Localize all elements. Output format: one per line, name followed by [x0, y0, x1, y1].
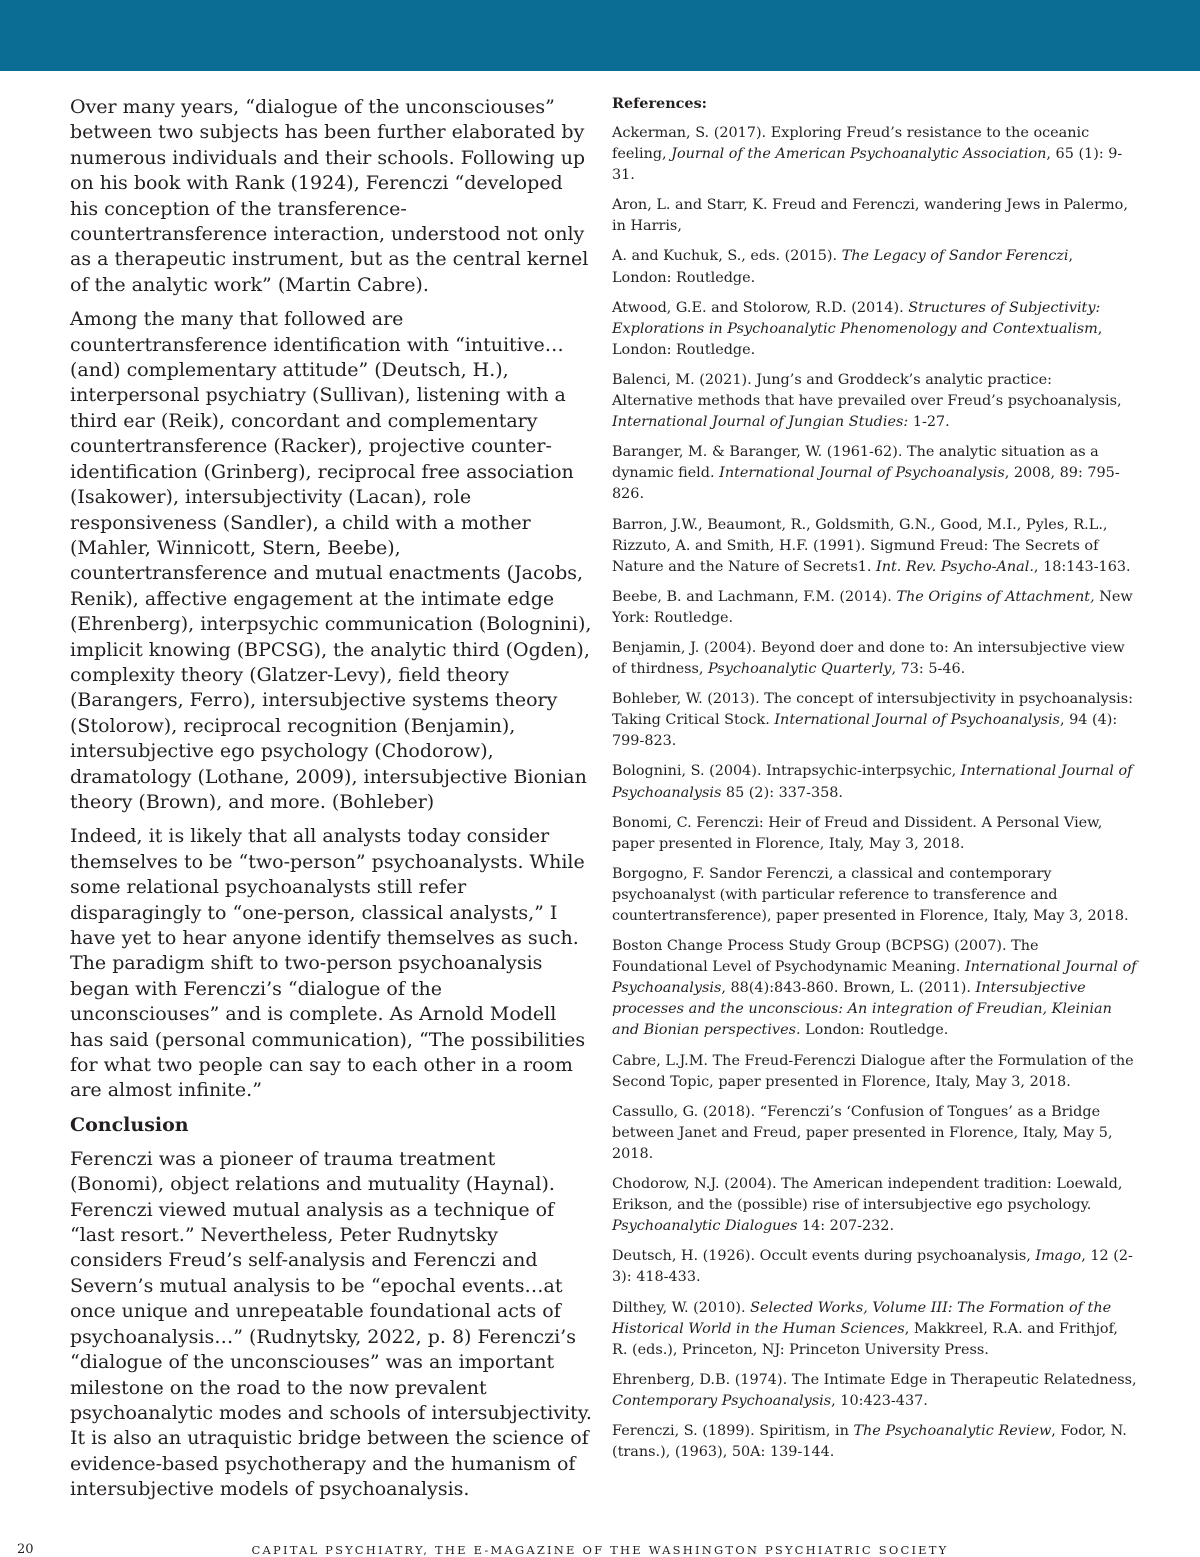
reference-entry — [612, 1421, 1137, 1463]
references-heading: References: — [612, 95, 707, 112]
body-paragraph: Indeed, it is likely that all analysts today consider themselves to be “two-person” psychoanalysts. While some relational psychoanalysts still refer disparagingly to “one-person, classical analysts,” I have yet to hear anyone identify themselves as such. The paradigm shift to two-person psychoanalysis began with Ferenczi’s “dialogue of the unconsciouses” and is complete. As Arnold Modell has said (personal communication), “The possibilities for what two people can say to each other in a room are almost infinite.” — [70, 825, 586, 1102]
reference-text: , 73: 5-46. — [891, 661, 966, 678]
references-section — [612, 94, 1137, 1472]
reference-text: Bohleber, W. (2013). The concept of intersubjectivity in psychoanalysis: Taking Critical Stock. — [612, 691, 1133, 729]
reference-text: Ackerman, S. (2017). Exploring Freud’s resistance to the oceanic feeling, — [612, 125, 1090, 163]
reference-title: Psychoanalytic Dialogues — [612, 1218, 798, 1235]
reference-entry — [612, 442, 1137, 505]
reference-entry — [612, 689, 1137, 752]
reference-text: Ehrenberg, D.B. (1974). The Intimate Edge in Therapeutic Relatedness, — [612, 1371, 1137, 1388]
reference-entry — [612, 195, 1137, 237]
reference-text: , 94 (4): 799-823. — [612, 712, 1118, 750]
reference-title: International Journal of Jungian Studies: — [612, 414, 909, 431]
reference-title: Int. Rev. Psycho-Anal. — [876, 558, 1034, 575]
reference-text: Barron, J.W., Beaumont, R., Goldsmith, G.N., Good, M.I., Pyles, R.L., Rizzuto, A. and Smith, H.F. (1991). Sigmund Freud: The Secrets of Nature and the Nature of Secrets1. — [612, 516, 1108, 575]
reference-entry — [612, 1102, 1137, 1165]
reference-text: 1-27. — [908, 414, 950, 431]
article-body — [70, 95, 595, 1512]
reference-text: Baranger, M. & Baranger, W. (1961-62). The analytic situation as a dynamic field. — [612, 444, 1099, 482]
reference-entry — [612, 1051, 1137, 1093]
reference-title: International Journal of Psychoanalysis — [612, 959, 1137, 997]
reference-entry — [612, 813, 1137, 855]
reference-entry — [612, 1246, 1137, 1288]
reference-text: Benjamin, J. (2004). Beyond doer and done to: An intersubjective view of thirdness, — [612, 639, 1125, 678]
reference-text: Chodorow, N.J. (2004). The American independent tradition: Loewald, Erikson, and the (possible) rise of intersubjective ego psychology. — [612, 1176, 1123, 1214]
reference-title: Contemporary Psychoanalysis — [612, 1392, 832, 1409]
reference-title: The Origins of Attachment, — [896, 588, 1095, 605]
reference-text: 14: 207-232. — [797, 1218, 895, 1235]
reference-title: Structures of Subjectivity: Explorations in Psychoanalytic Phenomenology and Contextualism — [612, 299, 1101, 337]
reference-text: A. and Kuchuk, S., eds. (2015). — [612, 248, 842, 265]
reference-text: Cabre, L.J.M. The Freud-Ferenczi Dialogue after the Formulation of the Second Topic, paper presented in Florence, Italy, May 3, 2018. — [612, 1052, 1134, 1090]
conclusion-heading: Conclusion — [70, 1113, 189, 1136]
reference-entry — [612, 246, 1137, 288]
reference-text: , London: Routledge. — [612, 248, 1074, 286]
reference-text: London: Routledge. — [800, 1022, 949, 1039]
reference-text: Dilthey, W. (2010). — [612, 1299, 751, 1316]
reference-entry — [612, 638, 1137, 680]
reference-text: , 18:143-163. — [1033, 558, 1131, 575]
reference-title: Selected Works, Volume III: The Formation of the Historical World in the Human Sciences — [612, 1299, 1112, 1337]
reference-entry — [612, 298, 1137, 361]
page-number: 20 — [17, 1542, 34, 1557]
reference-text: , Fodor, N. (trans.), (1963), 50A: 139-144. — [612, 1422, 1127, 1461]
reference-entry — [612, 1174, 1137, 1237]
reference-text: Boston Change Process Study Group (BCPSG) (2007). The Foundational Level of Psychodynamic Meaning. — [612, 938, 1039, 976]
reference-text: Deutsch, H. (1926). Occult events during psychoanalysis, — [612, 1248, 1036, 1265]
reference-list — [612, 123, 1137, 1463]
reference-text: Borgogno, F. Sandor Ferenczi, a classical and contemporary psychoanalyst (with particular reference to transference and countertransference), paper presented in Florence, Italy, May 3, 2018. — [612, 865, 1129, 924]
publication-footer: CAPITAL PSYCHIATRY, THE E-MAGAZINE OF THE WASHINGTON PSYCHIATRIC SOCIETY — [251, 1543, 949, 1557]
reference-title: International Journal of Psychoanalysis — [774, 712, 1060, 729]
reference-text: Bolognini, S. (2004). Intrapsychic-interpsychic, — [612, 763, 961, 780]
reference-entry — [612, 936, 1137, 1041]
reference-text: Bonomi, C. Ferenczi: Heir of Freud and Dissident. A Personal View, paper presented in Florence, Italy, May 3, 2018. — [612, 814, 1103, 852]
body-paragraph: Among the many that followed are countertransference identification with “intuitive… (and) complementary attitude” (Deutsch, H.), interpersonal psychiatry (Sullivan), listening with a third ear (Reik), concordant and complementary countertransference (Racker), projective counter-identification (Grinberg), reciprocal free association (Isakower), intersubjectivity (Lacan), role responsiveness (Sandler), a child with a mother (Mahler, Winnicott, Stern, Beebe), countertransference and mutual enactments (Jacobs, Renik), affective engagement at the intimate edge (Ehrenberg), interpsychic communication (Bolognini), implicit knowing (BPCSG), the analytic third (Ogden), complexity theory (Glatzer-Levy), field theory (Barangers, Ferro), intersubjective systems theory (Stolorow), reciprocal recognition (Benjamin), intersubjective ego psychology (Chodorow), dramatology (Lothane, 2009), intersubjective Bionian theory (Brown), and more. (Bohleber) — [70, 308, 592, 813]
reference-text: , 65 (1): 9-31. — [612, 146, 1123, 184]
reference-entry — [612, 761, 1137, 803]
reference-entry — [612, 515, 1137, 578]
reference-title: The Psychoanalytic Review — [853, 1422, 1052, 1439]
reference-title: Journal of the American Psychoanalytic Association — [671, 146, 1047, 163]
reference-entry — [612, 587, 1137, 629]
reference-text: Cassullo, G. (2018). “Ferenczi’s ‘Confusion of Tongues’ as a Bridge between Janet and Freud, paper presented in Florence, Italy, May 5, 2018. — [612, 1103, 1113, 1162]
reference-text: Balenci, M. (2021). Jung’s and Groddeck’s analytic practice: Alternative methods that have prevailed over Freud’s psychoanalysis, — [612, 371, 1122, 410]
reference-text: , Makkreel, R.A. and Frithjof, R. (eds.), Princeton, NJ: Princeton University Press. — [612, 1320, 1118, 1358]
reference-entry — [612, 1370, 1137, 1412]
reference-title: International Journal of Psychoanalysis — [612, 763, 1133, 801]
reference-entry — [612, 370, 1137, 433]
reference-text: Atwood, G.E. and Stolorow, R.D. (2014). — [612, 299, 909, 316]
reference-title: Psychoanalytic Quarterly — [708, 661, 892, 678]
reference-text: , 12 (2-3): 418-433. — [612, 1248, 1133, 1286]
reference-entry — [612, 864, 1137, 927]
reference-text: , 10:423-437. — [831, 1392, 928, 1409]
reference-text: , 2008, 89: 795-826. — [612, 465, 1120, 503]
conclusion-paragraph: Ferenczi was a pioneer of trauma treatment (Bonomi), object relations and mutuality (Haynal). Ferenczi viewed mutual analysis as a technique of “last resort.” Nevertheless, Peter Rudnytsky considers Freud’s self-analysis and Ferenczi and Severn’s mutual analysis to be “epochal events…at once unique and unrepeatable foundational acts of psychoanalysis…” (Rudnytsky, 2022, p. 8) Ferenczi’s “dialogue of the unconsciouses” was an important milestone on the road to the now prevalent psychoanalytic modes and schools of intersubjectivity. It is also an utraquistic bridge between the science of evidence-based psychotherapy and the humanism of intersubjective models of psychoanalysis. — [70, 1147, 592, 1501]
reference-title: Intersubjective processes and the unconscious: An integration of Freudian, Kleinian and Bionian perspectives. — [612, 980, 1112, 1039]
reference-entry — [612, 123, 1137, 186]
reference-title: Imago — [1035, 1248, 1082, 1265]
reference-text: 85 (2): 337-358. — [721, 784, 843, 801]
body-paragraph: Over many years, “dialogue of the unconsciouses” between two subjects has been further elaborated by numerous individuals and their schools. Following up on his book with Rank (1924), Ferenczi “developed his conception of the transference- countertransference interaction, understood not only as a therapeutic instrument, but as the central kernel of the analytic work” (Martin Cabre). — [70, 96, 589, 296]
reference-entry — [612, 1298, 1137, 1361]
reference-text: , London: Routledge. — [612, 320, 1103, 358]
reference-text: New York: Routledge. — [612, 588, 1133, 626]
reference-text: , 88(4):843-860. Brown, L. (2011). — [721, 980, 976, 997]
reference-text: Beebe, B. and Lachmann, F.M. (2014). — [612, 588, 897, 605]
reference-text: Ferenczi, S. (1899). Spiritism, in — [612, 1422, 854, 1439]
reference-title: The Legacy of Sandor Ferenczi — [841, 248, 1069, 265]
reference-text: Aron, L. and Starr, K. Freud and Ferenczi, wandering Jews in Palermo, in Harris, — [612, 197, 1128, 235]
reference-title: International Journal of Psychoanalysis — [719, 465, 1005, 482]
top-banner — [0, 0, 1200, 71]
